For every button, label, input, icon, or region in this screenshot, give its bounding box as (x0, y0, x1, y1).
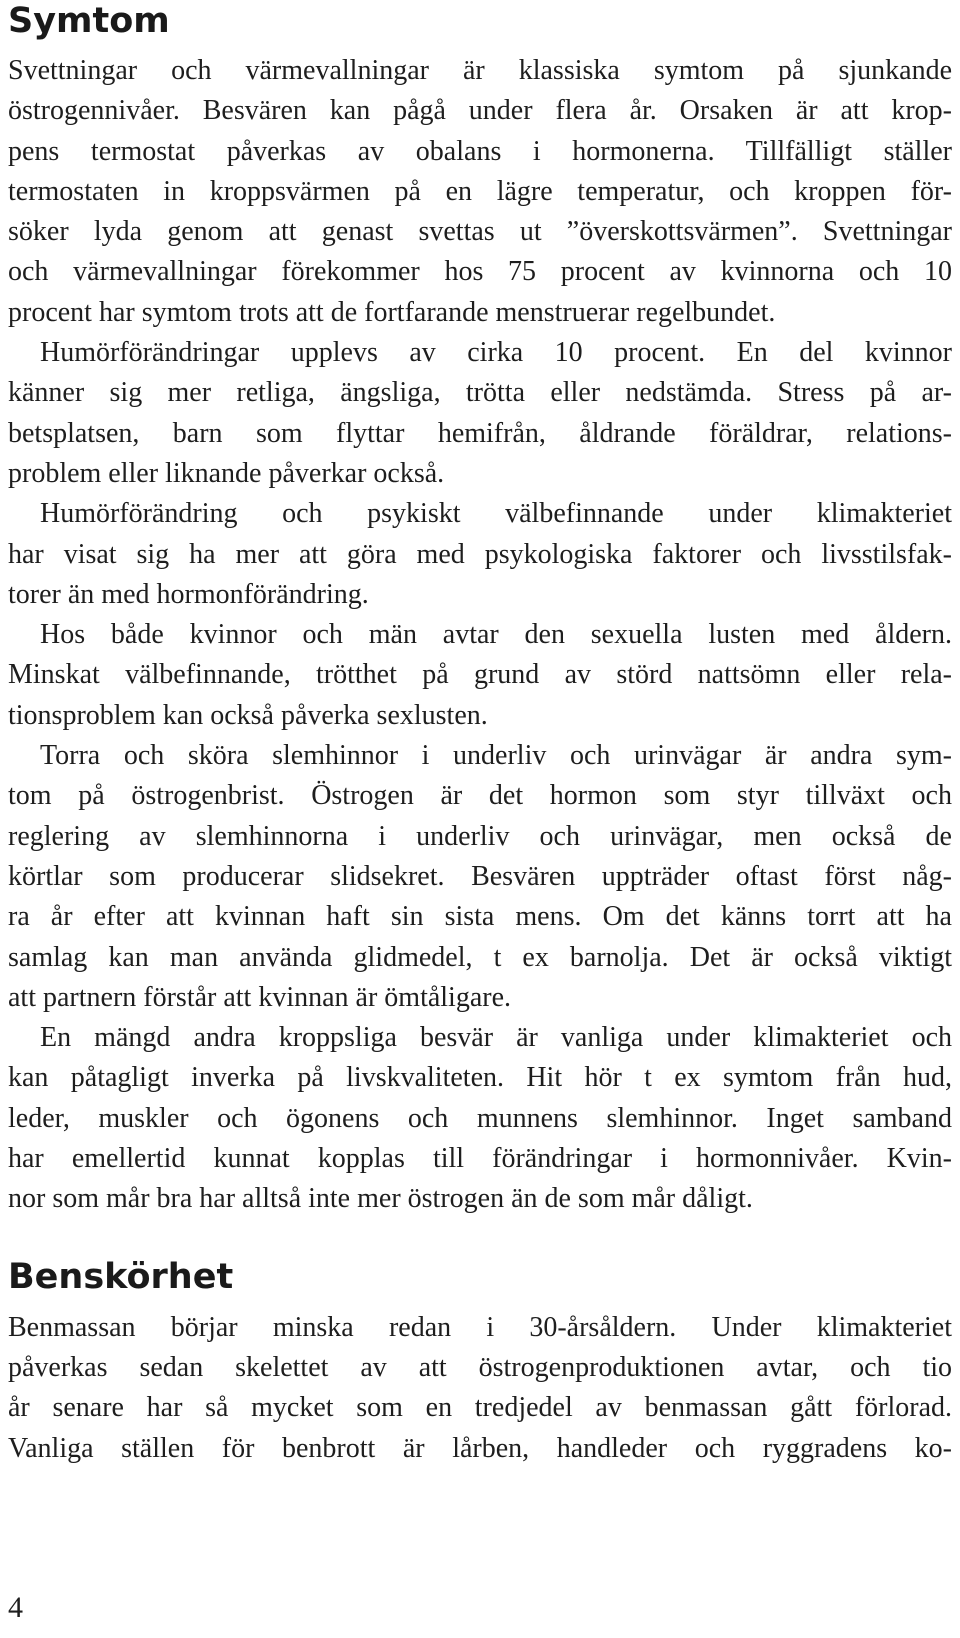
text-line: söker lyda genom att genast svettas ut ”överskottsvärmen”. Svettningar (8, 216, 952, 248)
paragraph (8, 51, 952, 333)
text-line: att partnern förstår att kvinnan är ömtåligare. (8, 981, 512, 1013)
text-line: Hos både kvinnor och män avtar den sexuella lusten med åldern. (40, 619, 952, 651)
text-line: Svettningar och värmevallningar är klassiska symtom på sjunkande (8, 55, 952, 86)
section-heading-benskorhet: Benskörhet (8, 1256, 234, 1297)
text-line: termostaten in kroppsvärmen på en lägre temperatur, och kroppen för- (8, 175, 952, 207)
text-line: samlag kan man använda glidmedel, t ex barnolja. Det är också viktigt (8, 941, 952, 973)
text-line: Benmassan börjar minska redan i 30-årsåldern. Under klimakteriet (8, 1311, 952, 1343)
paragraph (8, 615, 952, 736)
text-line: problem eller liknande påverkar också. (8, 457, 445, 489)
paragraph (8, 333, 952, 494)
text-line: har visat sig ha mer att göra med psykologiska faktorer och livsstilsfak- (8, 538, 952, 570)
text-line: Minskat välbefinnande, trötthet på grund av störd nattsömn eller rela- (8, 659, 952, 691)
text-line: känner sig mer retliga, ängsliga, trötta eller nedstämda. Stress på ar- (8, 377, 952, 409)
text-line: år senare har så mycket som en tredjedel av benmassan gått förlorad. (8, 1392, 952, 1424)
text-line: Torra och sköra slemhinnor i underliv och urinvägar är andra sym- (40, 740, 952, 772)
section-heading-symtom: Symtom (8, 1, 170, 41)
text-line: procent har symtom trots att de fortfarande menstruerar regelbundet. (8, 296, 776, 328)
paragraph (8, 736, 952, 1018)
text-line: Humörförändringar upplevs av cirka 10 procent. En del kvinnor (40, 337, 952, 369)
text-line: ra år efter att kvinnan haft sin sista mens. Om det känns torrt att ha (8, 901, 952, 933)
document-page (8, 0, 952, 1469)
text-line: pens termostat påverkas av obalans i hormonerna. Tillfälligt ställer (8, 135, 952, 167)
text-line: och värmevallningar förekommer hos 75 procent av kvinnorna och 10 (8, 256, 952, 288)
text-line: reglering av slemhinnorna i underliv och urinvägar, men också de (8, 820, 952, 852)
page-number: 4 (8, 1591, 23, 1624)
text-line: torer än med hormonförändring. (8, 578, 369, 610)
text-line: östrogennivåer. Besvären kan pågå under flera år. Orsaken är att krop- (8, 95, 952, 127)
text-line: tom på östrogenbrist. Östrogen är det hormon som styr tillväxt och (8, 780, 952, 812)
text-line: En mängd andra kroppsliga besvär är vanliga under klimakteriet och (40, 1022, 952, 1054)
section-benskorhet-body (8, 1308, 952, 1469)
paragraph (8, 494, 952, 615)
text-line: Vanliga ställen för benbrott är lårben, handleder och ryggradens ko- (8, 1432, 952, 1464)
text-line: betsplatsen, barn som flyttar hemifrån, åldrande föräldrar, relations- (8, 417, 952, 449)
text-line: nor som mår bra har alltså inte mer östrogen än de som mår dåligt. (8, 1183, 753, 1215)
text-line: påverkas sedan skelettet av att östrogenproduktionen avtar, och tio (8, 1351, 952, 1383)
text-line: tionsproblem kan också påverka sexlusten. (8, 699, 488, 731)
section-symtom-body (8, 51, 952, 1220)
text-line: körtlar som producerar slidsekret. Besvären uppträder oftast först någ- (8, 860, 952, 892)
text-line: kan påtagligt inverka på livskvaliteten. Hit hör t ex symtom från hud, (8, 1062, 952, 1094)
paragraph (8, 1018, 952, 1219)
text-line: har emellertid kunnat kopplas till förändringar i hormonnivåer. Kvin- (8, 1143, 952, 1175)
text-line: Humörförändring och psykiskt välbefinnande under klimakteriet (40, 498, 952, 530)
text-line: leder, muskler och ögonens och munnens slemhinnor. Inget samband (8, 1102, 952, 1134)
paragraph (8, 1308, 952, 1469)
